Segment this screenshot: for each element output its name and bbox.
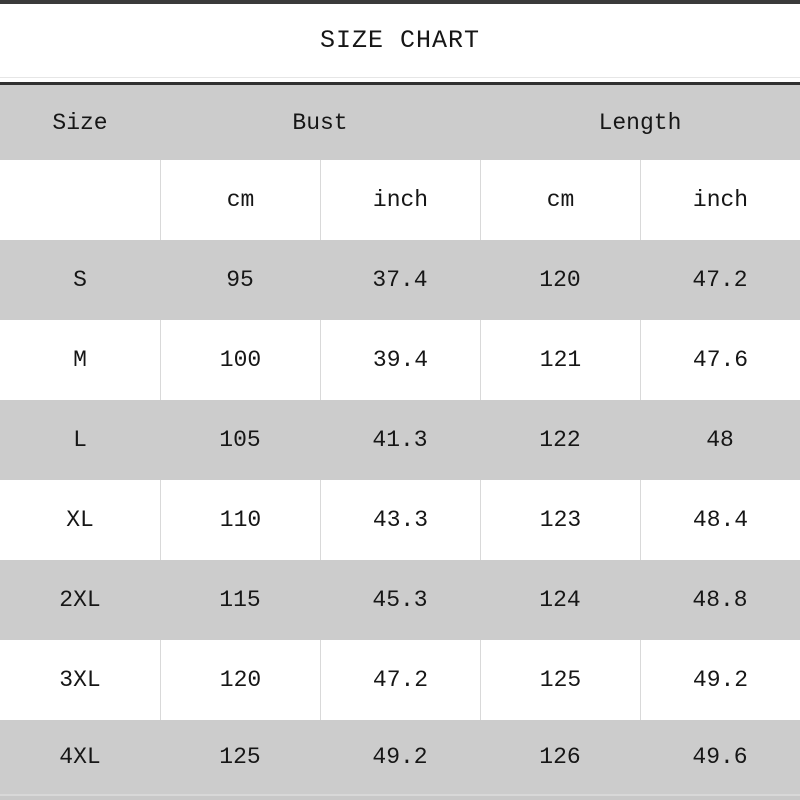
cell-length-cm: 120 xyxy=(539,267,581,293)
unit-header-row xyxy=(0,160,800,240)
header-bust: Bust xyxy=(292,109,348,136)
cell-length-cm: 126 xyxy=(539,744,581,770)
cell-bust-inch: 47.2 xyxy=(320,640,480,720)
cell-bust-cm: 125 xyxy=(219,744,261,770)
unit-header-bust-cm: cm xyxy=(160,160,320,240)
cell-size: 3XL xyxy=(59,667,101,693)
title-row xyxy=(0,4,800,78)
cell-size: M xyxy=(73,347,87,373)
table-row-l xyxy=(0,400,800,480)
cell-bust-inch: 39.4 xyxy=(320,320,480,400)
table-row-s xyxy=(0,240,800,320)
cell-bust-inch: 49.2 xyxy=(372,744,428,770)
cell-length-cm: 122 xyxy=(539,427,581,453)
table-row-3xl xyxy=(0,640,800,720)
cell-length-cm: 121 xyxy=(480,320,640,400)
table-row-m xyxy=(0,320,800,400)
cell-bust-inch: 37.4 xyxy=(372,267,428,293)
cell-size: 2XL xyxy=(59,587,101,613)
header-size: Size xyxy=(52,109,108,136)
size-table xyxy=(0,85,800,800)
cell-size: L xyxy=(73,427,87,453)
cell-length-inch: 48.8 xyxy=(692,587,748,613)
table-row-xl xyxy=(0,480,800,560)
cell-bust-cm: 115 xyxy=(219,587,261,613)
cell-bust-inch: 41.3 xyxy=(372,427,428,453)
unit-header-length-cm: cm xyxy=(480,160,640,240)
cell-bust-cm: 100 xyxy=(160,320,320,400)
cell-bust-cm: 110 xyxy=(160,480,320,560)
cell-bust-cm: 105 xyxy=(219,427,261,453)
cell-bust-inch: 45.3 xyxy=(372,587,428,613)
cell-length-inch: 47.6 xyxy=(640,320,800,400)
cell-size: XL xyxy=(66,507,94,533)
cell-bust-cm: 95 xyxy=(226,267,254,293)
cell-length-inch: 47.2 xyxy=(692,267,748,293)
cell-length-cm: 123 xyxy=(480,480,640,560)
cell-length-inch: 48 xyxy=(706,427,734,453)
cell-bust-cm: 120 xyxy=(160,640,320,720)
cell-length-inch: 49.6 xyxy=(692,744,748,770)
group-header-row xyxy=(0,85,800,160)
cell-length-inch: 48.4 xyxy=(640,480,800,560)
table-row-2xl xyxy=(0,560,800,640)
cell-bust-inch: 43.3 xyxy=(320,480,480,560)
unit-header-bust-inch: inch xyxy=(320,160,480,240)
bottom-strip-gray xyxy=(0,796,800,800)
table-row-4xl xyxy=(0,720,800,794)
cell-length-inch: 49.2 xyxy=(640,640,800,720)
unit-header-empty xyxy=(0,160,160,240)
cell-size: 4XL xyxy=(59,744,101,770)
cell-size: S xyxy=(73,267,87,293)
page-title: SIZE CHART xyxy=(319,26,481,55)
cell-length-cm: 125 xyxy=(480,640,640,720)
header-length: Length xyxy=(598,109,682,136)
cell-length-cm: 124 xyxy=(539,587,581,613)
unit-header-length-inch: inch xyxy=(640,160,800,240)
